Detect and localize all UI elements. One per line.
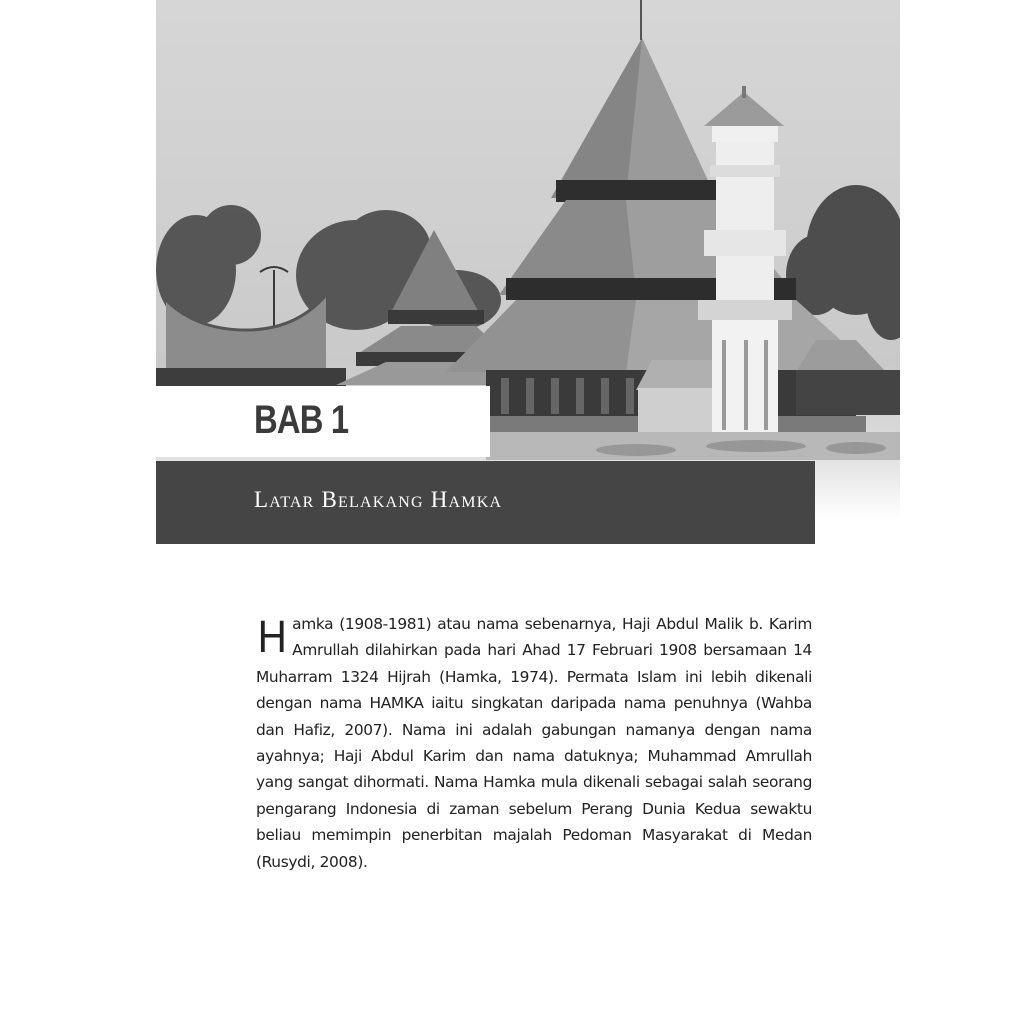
chapter-title: Latar Belakang Hamka bbox=[254, 487, 503, 512]
drop-cap: H bbox=[257, 611, 287, 662]
paragraph-text: amka (1908-1981) atau nama sebenarnya, Haji Abdul Malik b. Karim Amrullah dilahirkan pada hari Ahad 17 Februari 1908 bersamaan 14 Muharram 1324 Hijrah (Hamka, 1974). Permata Islam ini lebih dikenali dengan nama HAMKA iaitu singkatan daripada nama penuhnya (Wahba dan Hafiz, 2007). Nama ini adalah gabungan namanya dengan nama ayahnya; Haji Abdul Karim dan nama datuknya; Muhammad Amrullah yang sangat dihormati. Nama Hamka mula dikenali sebagai salah seorang pengarang Indonesia di zaman sebelum Perang Dunia Kedua sewaktu beliau memimpin penerbitan majalah Pedoman Masyarakat di Medan (Rusydi, 2008). bbox=[256, 615, 812, 871]
chapter-title-bar bbox=[156, 461, 815, 544]
chapter-number-box bbox=[156, 386, 490, 457]
body-paragraph bbox=[256, 611, 812, 875]
chapter-number: BAB 1 bbox=[254, 398, 349, 442]
